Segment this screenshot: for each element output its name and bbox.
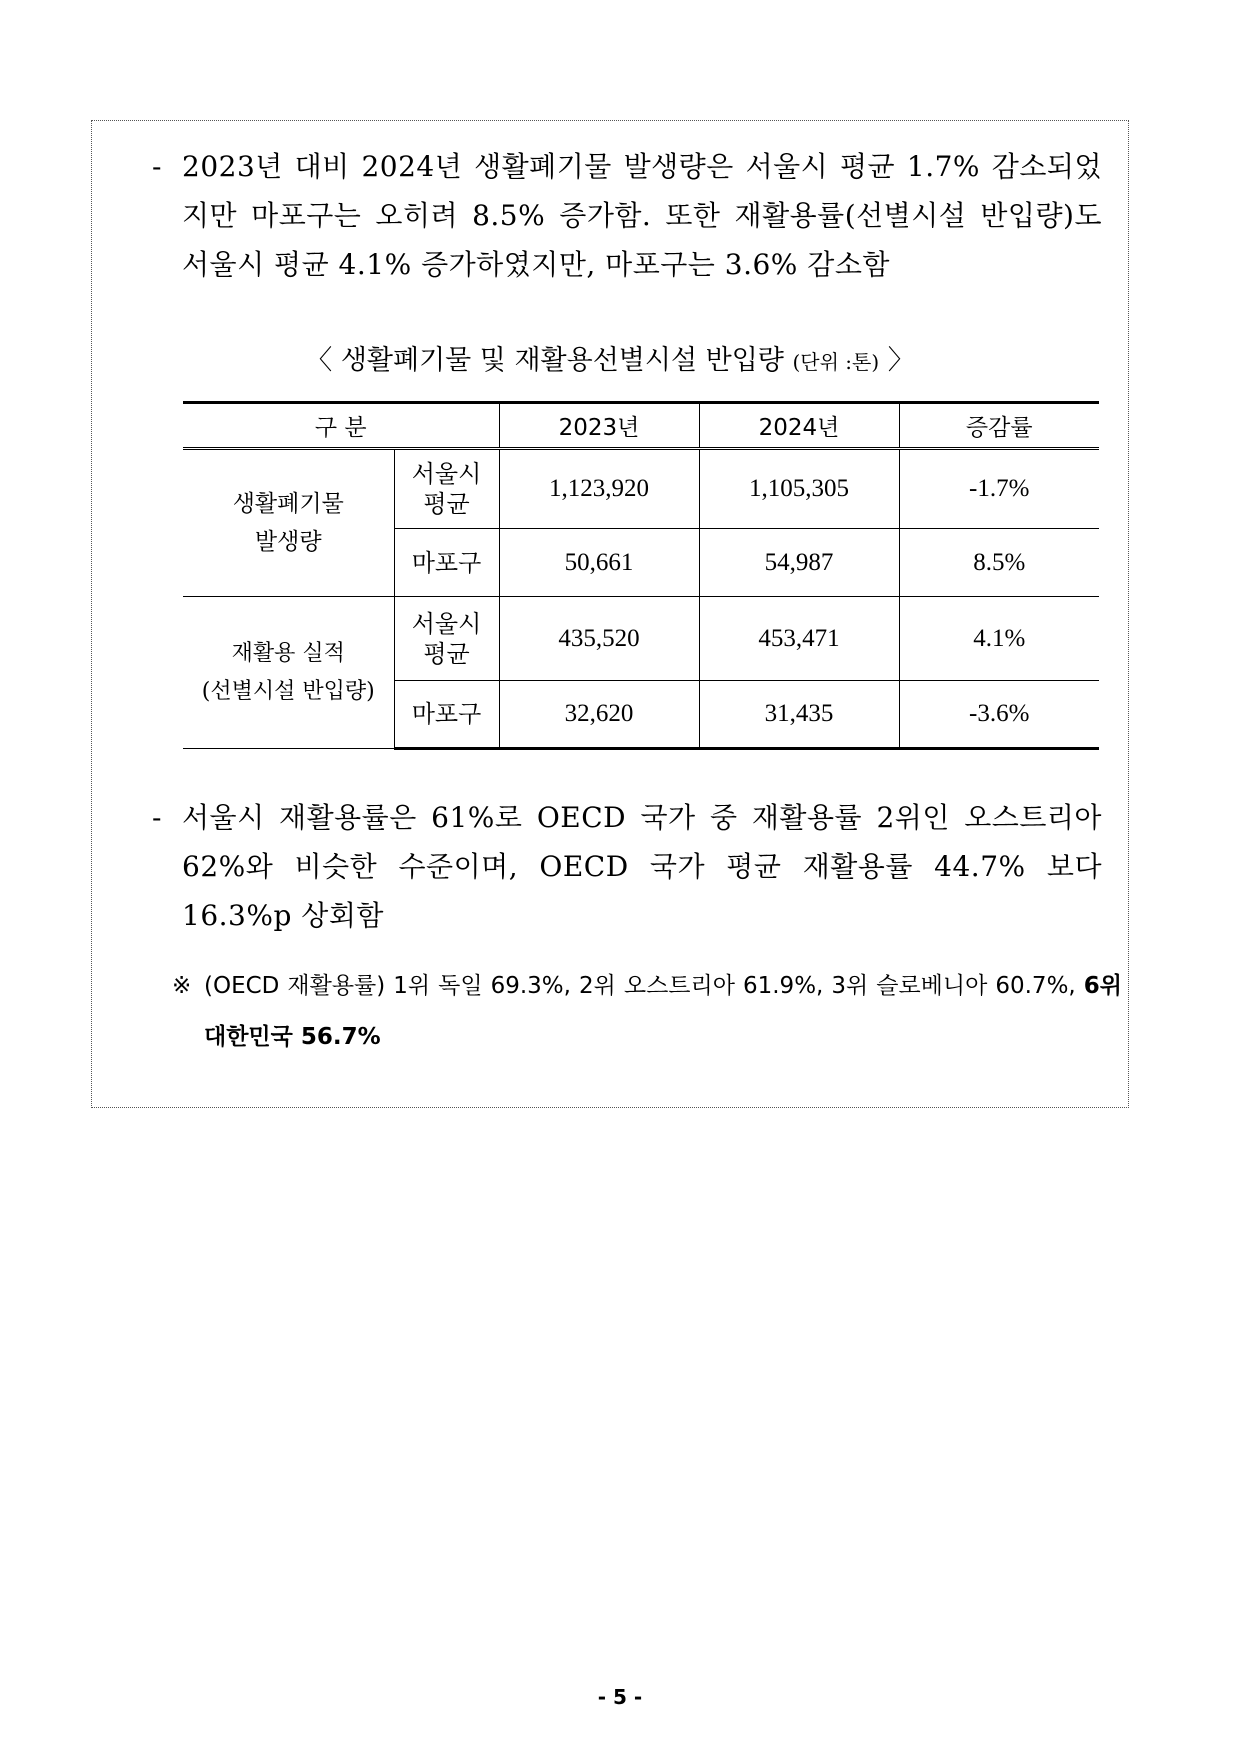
cell-2024: 54,987 xyxy=(699,529,899,597)
cell-2024: 31,435 xyxy=(699,681,899,749)
sub-label-line2: 평균 xyxy=(423,490,470,518)
sub-label xyxy=(394,449,499,529)
sub-label xyxy=(394,529,499,597)
caption-title: 〈 생활폐기물 및 재활용선별시설 반입량 xyxy=(305,345,784,376)
header-2023: 2023년 xyxy=(499,403,699,449)
sub-label-line2: 평균 xyxy=(423,639,470,668)
cell-2024: 1,105,305 xyxy=(699,449,899,529)
bullet-dash: - xyxy=(152,801,162,834)
reference-mark: ※ xyxy=(172,973,192,999)
cell-change: 8.5% xyxy=(899,529,1099,597)
sub-label xyxy=(394,597,499,681)
group-label-line1: 생활폐기물 xyxy=(232,491,344,517)
cell-2023: 50,661 xyxy=(499,529,699,597)
header-change: 증감률 xyxy=(899,403,1099,449)
cell-change: 4.1% xyxy=(899,597,1099,681)
footnote-body: (OECD 재활용률) 1위 독일 69.3%, 2위 오스트리아 61.9%, 3위 슬로베니아 60.7%, xyxy=(204,973,1076,999)
cell-2023: 32,620 xyxy=(499,681,699,749)
caption-unit: (단위 :톤) xyxy=(792,350,880,374)
bullet-dash: - xyxy=(152,150,162,183)
cell-change: -1.7% xyxy=(899,449,1099,529)
waste-table xyxy=(183,401,1099,750)
paragraph-1-text: 2023년 대비 2024년 생활폐기물 발생량은 서울시 평균 1.7% 감소되었지만 마포구는 오히려 8.5% 증가함. 또한 재활용률(선별시설 반입량)도 서울시 평균 4.1% 증가하였지만, 마포구는 3.6% 감소함 xyxy=(182,150,1102,281)
table-header-row xyxy=(183,403,1099,449)
sub-label-line1: 마포구 xyxy=(411,548,482,577)
sub-label-line1: 서울시 xyxy=(411,609,482,638)
table-row xyxy=(183,449,1099,529)
cell-2023: 435,520 xyxy=(499,597,699,681)
sub-label-line1: 서울시 xyxy=(411,460,482,488)
page-number: - 5 - xyxy=(597,1685,643,1709)
content-box xyxy=(91,120,1129,1108)
paragraph-1 xyxy=(152,142,1102,289)
caption-close: 〉 xyxy=(887,345,915,376)
group-label-waste xyxy=(183,449,394,597)
group-label-line2: 발생량 xyxy=(254,529,322,555)
group-label-recycling xyxy=(183,597,394,749)
group-label-line1: 재활용 실적 xyxy=(231,640,345,666)
footnote-highlight: 6위 대한민국 56.7% xyxy=(204,973,1123,1050)
cell-change: -3.6% xyxy=(899,681,1099,749)
cell-2023: 1,123,920 xyxy=(499,449,699,529)
header-2024: 2024년 xyxy=(699,403,899,449)
table-caption xyxy=(92,338,1128,377)
paragraph-2-text: 서울시 재활용률은 61%로 OECD 국가 중 재활용률 2위인 오스트리아 62%와 비슷한 수준이며, OECD 국가 평균 재활용률 44.7% 보다 16.3%p 상회함 xyxy=(182,801,1102,932)
sub-label-line1: 마포구 xyxy=(411,700,482,728)
table-row xyxy=(183,597,1099,681)
paragraph-2 xyxy=(152,793,1102,940)
group-label-line2: (선별시설 반입량) xyxy=(201,678,375,704)
cell-2024: 453,471 xyxy=(699,597,899,681)
sub-label xyxy=(394,681,499,749)
footnote xyxy=(172,961,1122,1063)
header-category: 구 분 xyxy=(183,403,499,449)
footnote-text xyxy=(204,961,1122,1063)
